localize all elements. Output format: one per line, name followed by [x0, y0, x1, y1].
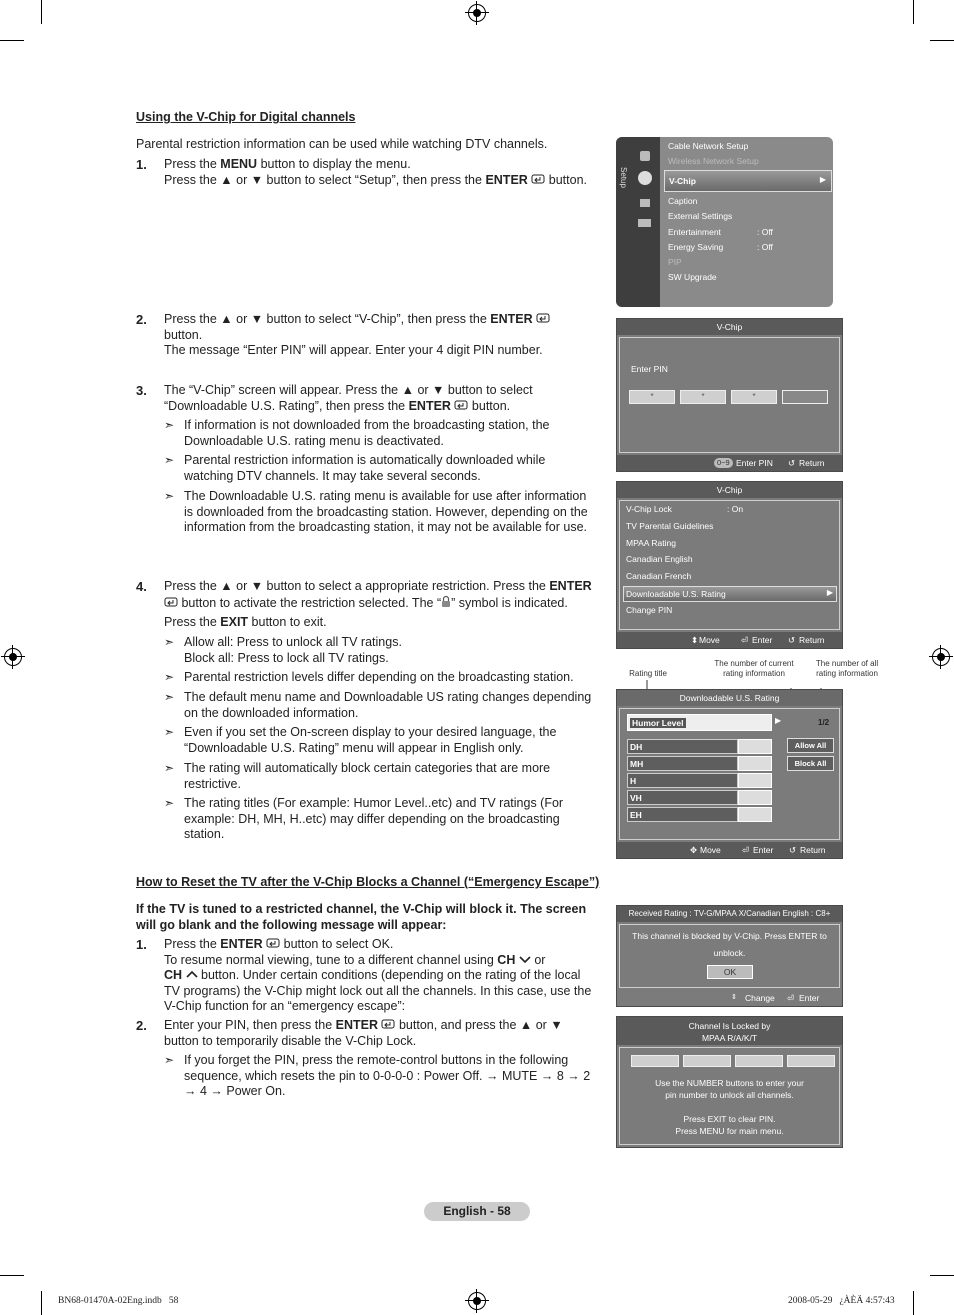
return-icon: ↺ — [788, 635, 796, 645]
vchip-screen — [616, 481, 843, 649]
locked-instructions: Press EXIT to clear PIN. Press MENU for main menu. — [675, 1114, 784, 1136]
enter-icon — [531, 173, 545, 189]
note-text: Allow all: Press to unlock all TV ratings. Block all: Press to lock all TV ratings. — [184, 635, 402, 665]
menu-value: : Off — [757, 227, 773, 237]
locked-message: Use the NUMBER buttons to enter your pin number to unlock all channels. — [655, 1078, 804, 1100]
footer-hint: Enter — [799, 993, 820, 1003]
enter-icon — [536, 312, 550, 328]
footer-hint: Return — [799, 458, 825, 468]
intro-text: Parental restriction information can be used while watching DTV channels. — [136, 137, 548, 151]
arrow-right-icon: ▶ — [775, 716, 782, 725]
menu-value: : Off — [757, 242, 773, 252]
pin-screen — [616, 318, 843, 472]
rating-page-counter: 1/2 — [818, 718, 830, 727]
note-arrow-icon: ➣ — [164, 690, 175, 704]
rating-lock-cell[interactable] — [738, 756, 772, 771]
return-icon: ↺ — [789, 845, 797, 855]
screen-footer — [617, 455, 842, 471]
chevron-down-icon — [519, 953, 531, 969]
menu-item[interactable]: MPAA Rating — [626, 538, 676, 548]
note-arrow-icon: ➣ — [164, 670, 175, 684]
chevron-up-icon — [186, 968, 198, 984]
note-text: The default menu name and Downloadable US rating changes depending on the downloaded information. — [184, 690, 592, 720]
menu-item-selected[interactable] — [664, 170, 832, 192]
rating-row — [627, 756, 738, 771]
pin-digit-box[interactable] — [631, 1055, 679, 1067]
menu-item[interactable]: Cable Network Setup — [668, 141, 749, 151]
menu-item[interactable]: Caption — [668, 196, 698, 206]
crop-mark — [913, 0, 914, 24]
callout-all-count: The number of all rating information — [815, 659, 879, 678]
step-text: Press the ENTER button to select OK. To resume normal viewing, tune to a different channel using CH or CH button. Under certain conditions (depending on the rating of the local TV programs) the V-Chip might lock out all the channels. In this case, use the V-Chip function for an “emergency escape”: — [164, 937, 592, 1013]
rating-lock-cell[interactable] — [738, 739, 772, 754]
note-arrow-icon: ➣ — [164, 453, 175, 467]
gear-icon — [638, 171, 652, 185]
pin-digit-box[interactable] — [683, 1055, 731, 1067]
rating-row-label: EH — [630, 810, 642, 820]
pin-label: Enter PIN — [631, 364, 668, 374]
pin-digit-box[interactable]: * — [731, 390, 777, 404]
step-number: 3. — [136, 383, 147, 398]
menu-item[interactable]: Wireless Network Setup — [668, 156, 759, 166]
menu-item[interactable]: PIP — [668, 257, 682, 267]
return-icon: ↺ — [788, 458, 796, 468]
rating-row — [627, 773, 738, 788]
enter-icon: ⏎ — [742, 845, 750, 855]
allow-all-button[interactable]: Allow All — [787, 738, 834, 753]
section-title: Using the V-Chip for Digital channels — [136, 110, 356, 124]
note-text: Parental restriction information is automatically downloaded while watching DTV channels. It may take several seconds. — [184, 453, 546, 483]
menu-item-selected[interactable] — [623, 586, 837, 602]
registration-mark-icon — [468, 1292, 486, 1310]
rating-title-label: Humor Level — [632, 718, 684, 728]
enter-icon: ⏎ — [741, 635, 749, 645]
enter-icon: ⏎ — [787, 993, 795, 1003]
blocked-message: This channel is blocked by V-Chip. Press ENTER to unblock. — [632, 931, 827, 958]
enter-icon — [266, 937, 280, 953]
move-icon: ✥ — [690, 845, 698, 855]
callout-current-count: The number of current rating information — [714, 659, 794, 678]
blocked-channel-screen — [616, 905, 843, 1007]
step-text: The “V-Chip” screen will appear. Press the ▲ or ▼ button to select “Downloadable U.S. Rating”, then press the ENTER button. — [164, 383, 533, 413]
locked-title: Channel Is Locked by MPAA R/A/K/T — [617, 1017, 842, 1045]
ok-button[interactable]: OK — [707, 965, 753, 979]
enter-icon — [164, 596, 178, 612]
screen-title: V-Chip — [617, 482, 842, 498]
rating-row — [627, 790, 738, 805]
footer-hint: Return — [799, 635, 825, 645]
note-text: Even if you set the On-screen display to your desired language, the “Downloadable U.S. Rating” menu will appear in English only. — [184, 725, 557, 755]
crop-mark — [41, 0, 42, 24]
rating-row-label: MH — [630, 759, 644, 769]
footer-hint: Change — [745, 993, 775, 1003]
crop-mark — [913, 1291, 914, 1315]
step-number: 2. — [136, 312, 147, 327]
footer-hint: Move — [700, 845, 721, 855]
step-text: Press the EXIT button to exit. — [164, 615, 327, 629]
rating-row — [627, 739, 738, 754]
step-number: 2. — [136, 1018, 147, 1033]
note-arrow-icon: ➣ — [164, 418, 175, 432]
note-arrow-icon: ➣ — [164, 1053, 175, 1067]
enter-icon — [454, 399, 468, 415]
note-arrow-icon: ➣ — [164, 489, 175, 503]
block-all-button[interactable]: Block All — [787, 756, 834, 771]
section-title: How to Reset the TV after the V-Chip Blocks a Channel (“Emergency Escape”) — [136, 875, 600, 889]
page-number-badge: English - 58 — [424, 1202, 530, 1221]
channel-locked-screen — [616, 1016, 843, 1148]
rating-row-label: VH — [630, 793, 642, 803]
channel-updown-icon: ⇕ — [731, 994, 737, 1001]
screen-footer — [617, 632, 842, 648]
rating-lock-cell[interactable] — [738, 773, 772, 788]
picture-icon — [640, 151, 650, 161]
note-text: Parental restriction levels differ depending on the broadcasting station. — [184, 670, 574, 684]
note-arrow-icon: ➣ — [164, 635, 175, 649]
arrow-right-icon: ▶ — [826, 588, 833, 597]
note-text: The rating will automatically block certain categories that are more restrictive. — [184, 761, 551, 791]
menu-item[interactable]: SW Upgrade — [668, 272, 717, 282]
setup-menu-screen — [616, 137, 833, 307]
rating-lock-cell[interactable] — [738, 790, 772, 805]
note-arrow-icon: ➣ — [164, 725, 175, 739]
pin-digit-box[interactable] — [735, 1055, 783, 1067]
menu-item[interactable]: External Settings — [668, 211, 733, 221]
rating-lock-cell[interactable] — [738, 807, 772, 822]
note-text: If you forget the PIN, press the remote-control buttons in the following sequence, which resets the pin to 0-0-0-0 : Power Off. → MUTE → 8 → 2 → 4 → Power On. — [184, 1053, 591, 1098]
menu-value: : On — [727, 504, 744, 514]
menu-item[interactable]: Canadian French — [626, 571, 692, 581]
arrow-right-icon: ▶ — [819, 175, 826, 184]
pin-digit-box[interactable] — [787, 1055, 835, 1067]
input-icon — [640, 199, 650, 207]
footer-hint: Move — [699, 635, 720, 645]
registration-mark-icon — [4, 648, 22, 666]
move-icon: ⬍ — [691, 635, 699, 645]
crop-mark — [930, 40, 954, 41]
registration-mark-icon — [468, 4, 486, 22]
pin-digit-box[interactable]: * — [680, 390, 726, 404]
lock-icon — [441, 595, 451, 612]
downloadable-rating-screen — [616, 689, 843, 859]
intro-text: If the TV is tuned to a restricted channel, the V-Chip will block it. The screen will go blank and the following message will appear: — [136, 902, 587, 932]
step-text: Press the MENU button to display the menu. Press the ▲ or ▼ button to select “Setup”, then press the ENTER button. — [164, 157, 588, 187]
setup-side-label: Setup — [619, 167, 628, 188]
footer-hint: Enter — [753, 845, 774, 855]
note-text: If information is not downloaded from the broadcasting station, the Downloadable U.S. rating menu is deactivated. — [184, 418, 550, 448]
menu-item[interactable]: Canadian English — [626, 554, 693, 564]
print-date-info: 2008-05-29 ¿ÀÈÄ 4:57:43 — [788, 1296, 895, 1306]
menu-item[interactable]: Energy Saving — [668, 242, 724, 252]
menu-item[interactable]: V-Chip Lock — [626, 504, 672, 514]
footer-hint: Return — [800, 845, 826, 855]
screen-title: V-Chip — [617, 319, 842, 335]
menu-item[interactable]: Entertainment — [668, 227, 721, 237]
application-icon — [638, 219, 651, 227]
enter-icon — [381, 1018, 395, 1034]
note-text: The Downloadable U.S. rating menu is available for use after information is downloaded from the broadcasting station. However, depending on the information from the broadcasting station, it may not be available for use. — [184, 489, 588, 534]
callout-rating-title: Rating title — [629, 669, 667, 678]
step-number: 1. — [136, 157, 147, 172]
crop-mark — [41, 1291, 42, 1315]
screen-title: Downloadable U.S. Rating — [617, 690, 842, 706]
print-file-info: BN68-01470A-02Eng.indb 58 — [58, 1296, 179, 1306]
crop-mark — [930, 1275, 954, 1276]
screen-footer — [617, 990, 842, 1006]
rating-title-field[interactable] — [627, 714, 772, 731]
step-number: 1. — [136, 937, 147, 952]
note-arrow-icon: ➣ — [164, 796, 175, 810]
pin-digit-box[interactable]: * — [629, 390, 675, 404]
note-text: The rating titles (For example: Humor Level..etc) and TV ratings (For example: DH, MH, H..etc) may differ depending on the broadcasting station. — [184, 796, 564, 841]
screen-footer — [617, 842, 842, 858]
menu-item-label: Downloadable U.S. Rating — [626, 589, 726, 599]
rating-row-label: DH — [630, 742, 643, 752]
step-number: 4. — [136, 579, 147, 594]
pin-digit-box[interactable] — [782, 390, 828, 404]
note-arrow-icon: ➣ — [164, 761, 175, 775]
footer-hint: Enter PIN — [736, 458, 773, 468]
menu-item-label: V-Chip — [669, 176, 696, 186]
crop-mark — [0, 1275, 24, 1276]
number-keys-badge: 0~9 — [714, 458, 733, 468]
step-text: Press the ▲ or ▼ button to select “V-Chip”, then press the ENTER button. The message “Enter PIN” will appear. Enter your 4 digit PIN number. — [164, 312, 614, 359]
rating-row-label: H — [630, 776, 637, 786]
registration-mark-icon — [932, 648, 950, 666]
rating-row — [627, 807, 738, 822]
crop-mark — [0, 40, 24, 41]
footer-hint: Enter — [752, 635, 773, 645]
step-text: Press the ▲ or ▼ button to select a appropriate restriction. Press the ENTER button to activate the restriction selected. The “ ” symbol is indicated. — [164, 579, 592, 610]
menu-item[interactable]: Change PIN — [626, 605, 673, 615]
menu-item[interactable]: TV Parental Guidelines — [626, 521, 714, 531]
received-rating-header: Received Rating : TV-G/MPAA X/Canadian English : C8+ — [617, 906, 842, 922]
step-text: Enter your PIN, then press the ENTER button, and press the ▲ or ▼ button to temporarily disable the V-Chip Lock. — [164, 1018, 563, 1048]
